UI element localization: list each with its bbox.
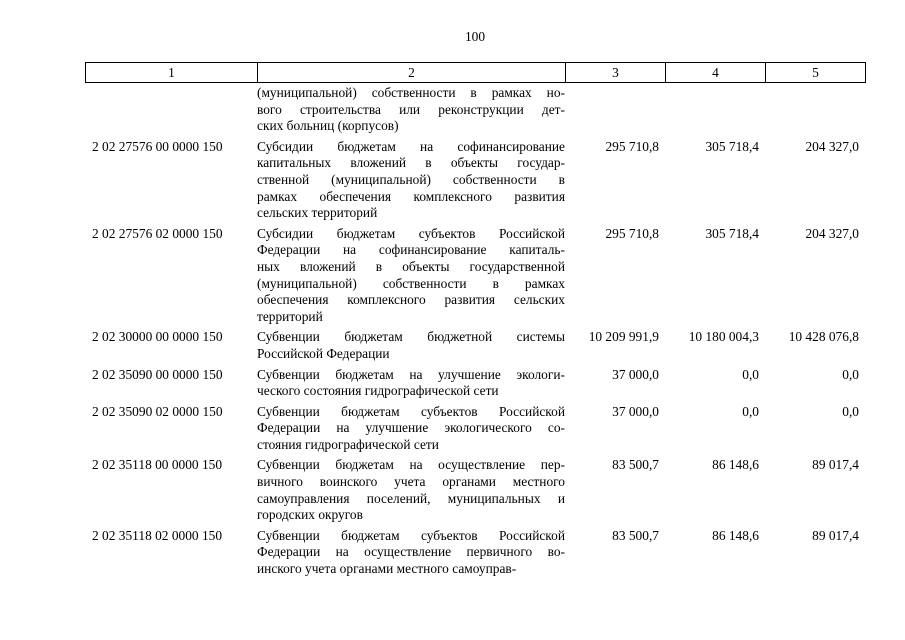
row-value-col5: 0,0	[842, 403, 859, 419]
row-code: 2 02 35118 00 0000 150	[92, 457, 223, 473]
name-line: сельских территорий	[257, 205, 378, 221]
column-header-2: 2	[258, 63, 566, 83]
table-row	[85, 457, 865, 523]
table-row	[85, 528, 865, 578]
row-value-col3: 37 000,0	[612, 403, 659, 419]
row-value-col3: 10 209 991,9	[588, 329, 659, 345]
row-code: 2 02 27576 02 0000 150	[92, 225, 223, 241]
row-value-col3: 37 000,0	[612, 366, 659, 382]
row-value-col5: 0,0	[842, 366, 859, 382]
name-line: Субсидии бюджетам на софинансирование	[257, 138, 565, 154]
name-line: Субвенции бюджетам на улучшение экологи-	[257, 366, 565, 382]
table-row	[85, 404, 865, 454]
row-value-col4: 86 148,6	[712, 527, 759, 543]
name-line: рамках обеспечения комплексного развития	[257, 188, 565, 204]
row-value-col3: 295 710,8	[605, 225, 659, 241]
page-number: 100	[464, 29, 486, 44]
name-line: Субсидии бюджетам субъектов Российской	[257, 225, 565, 241]
name-line: Федерации на осуществление первичного во-	[257, 544, 565, 560]
row-name	[257, 226, 565, 326]
name-line: вичного воинского учета органами местного	[257, 474, 565, 490]
name-line: вого строительства или реконструкции дет-	[257, 101, 565, 117]
name-line: ских больниц (корпусов)	[257, 118, 399, 134]
row-value-col4: 0,0	[742, 366, 759, 382]
table-row	[85, 139, 865, 222]
row-value-col3: 295 710,8	[605, 138, 659, 154]
row-value-col3: 83 500,7	[612, 457, 659, 473]
row-name	[257, 457, 565, 523]
name-line: обеспечения комплексного развития сельских	[257, 292, 565, 308]
name-line: (муниципальной) собственности в рамках но-	[257, 85, 565, 100]
row-value-col5: 204 327,0	[805, 225, 859, 241]
row-value-col5: 204 327,0	[805, 138, 859, 154]
row-name	[257, 329, 565, 362]
name-line: капитальных вложений в объекты государ-	[257, 155, 565, 171]
row-value-col4: 305 718,4	[705, 225, 759, 241]
row-value-col5: 89 017,4	[812, 457, 859, 473]
table-row	[85, 226, 865, 326]
name-line: инского учета органами местного самоуправ-	[257, 561, 517, 577]
name-line: Федерации на софинансирование капиталь-	[257, 242, 565, 258]
row-code: 2 02 35090 00 0000 150	[92, 366, 223, 382]
column-header-4: 4	[666, 63, 766, 83]
row-code: 2 02 30000 00 0000 150	[92, 329, 223, 345]
row-value-col5: 10 428 076,8	[788, 329, 859, 345]
row-value-col4: 86 148,6	[712, 457, 759, 473]
table-row	[85, 367, 865, 400]
name-line: Субвенции бюджетам субъектов Российской	[257, 403, 565, 419]
name-line: ных вложений в объекты государственной	[257, 258, 565, 274]
name-line: территорий	[257, 308, 323, 324]
row-value-col4: 10 180 004,3	[688, 329, 759, 345]
name-line: Российской Федерации	[257, 345, 390, 361]
budget-table-body	[85, 85, 865, 582]
name-line: Федерации на улучшение экологического со-	[257, 420, 565, 436]
continued-row-name	[257, 85, 565, 135]
name-line: Субвенции бюджетам бюджетной системы	[257, 329, 565, 345]
continued-row	[85, 85, 865, 135]
row-value-col4: 0,0	[742, 403, 759, 419]
name-line: Субвенции бюджетам субъектов Российской	[257, 527, 565, 543]
column-header-row	[86, 63, 866, 83]
column-header-3: 3	[566, 63, 666, 83]
name-line: стояния гидрографической сети	[257, 436, 439, 452]
name-line: (муниципальной) собственности в рамках	[257, 275, 565, 291]
name-line: ческого состояния гидрографической сети	[257, 383, 499, 399]
row-name	[257, 367, 565, 400]
row-name	[257, 139, 565, 222]
row-code: 2 02 35090 02 0000 150	[92, 403, 223, 419]
table-row	[85, 329, 865, 362]
row-name	[257, 528, 565, 578]
row-value-col5: 89 017,4	[812, 527, 859, 543]
column-header-table	[85, 62, 866, 83]
row-value-col3: 83 500,7	[612, 527, 659, 543]
column-header-1: 1	[86, 63, 258, 83]
row-code: 2 02 27576 00 0000 150	[92, 138, 223, 154]
column-header-5: 5	[766, 63, 866, 83]
row-name	[257, 404, 565, 454]
row-code: 2 02 35118 02 0000 150	[92, 527, 223, 543]
name-line: ственной (муниципальной) собственности в	[257, 171, 565, 187]
row-value-col4: 305 718,4	[705, 138, 759, 154]
name-line: Субвенции бюджетам на осуществление пер-	[257, 457, 565, 473]
name-line: самоуправления поселений, муниципальных и	[257, 490, 565, 506]
name-line: городских округов	[257, 507, 363, 523]
